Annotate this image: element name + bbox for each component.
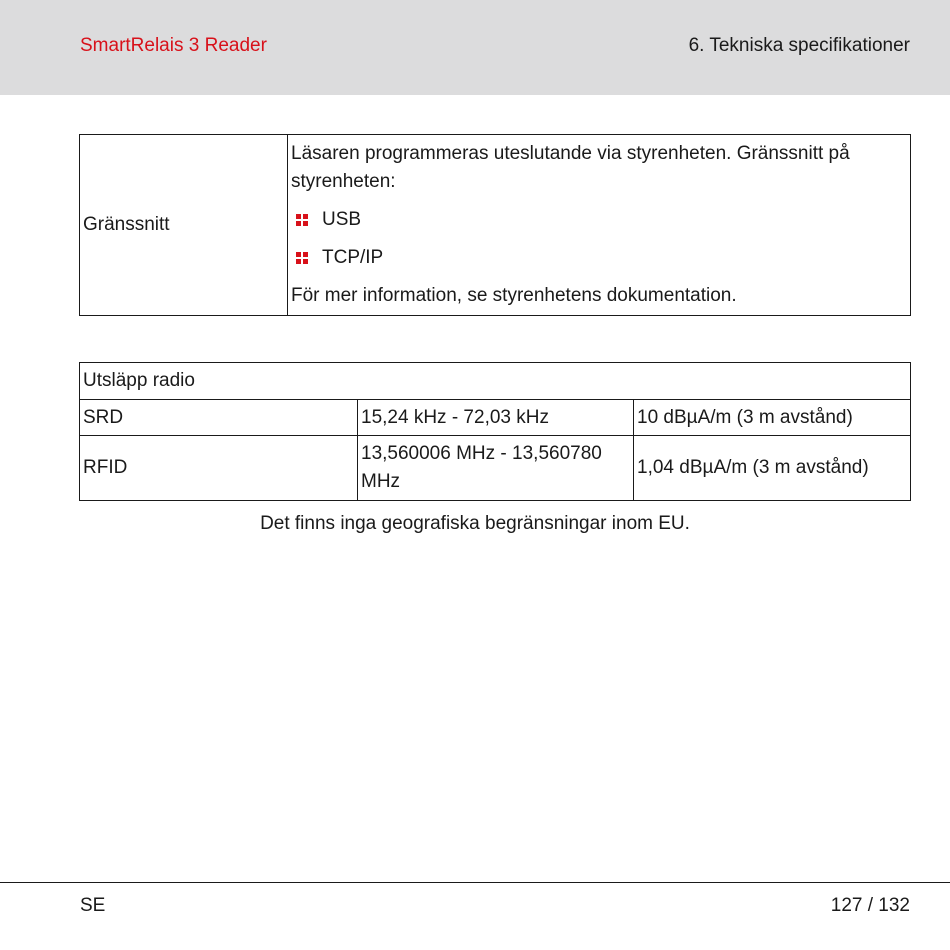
footer-language: SE [80,895,106,916]
table-cell: 13,560006 MHz - 13,560780 MHz [358,436,634,501]
table-row [80,436,911,501]
table-cell: 1,04 dBµA/m (3 m avstånd) [634,436,911,501]
bullet-label: TCP/IP [322,247,384,268]
radio-table-title: Utsläpp radio [80,363,911,400]
list-item [291,206,910,234]
table-cell: RFID [80,436,358,501]
red-square-bullet-icon [296,252,308,264]
red-square-bullet-icon [296,214,308,226]
product-title: SmartRelais 3 Reader [80,35,267,56]
interface-intro: Läsaren programmeras uteslutande via styrenheten. Gränssnitt på styrenheten: [291,143,850,192]
interface-label: Gränssnitt [80,135,288,316]
table-cell: SRD [80,400,358,436]
table-cell: 10 dBµA/m (3 m avstånd) [634,400,911,436]
radio-emission-table [79,362,911,501]
table-header-row [80,363,911,400]
page-number: 127 / 132 [830,895,910,916]
list-item [291,244,910,272]
eu-note: Det finns inga geografiska begränsningar inom EU. [260,513,690,534]
page-header [0,0,950,95]
table-cell: 15,24 kHz - 72,03 kHz [358,400,634,436]
interface-outro: För mer information, se styrenhetens dokumentation. [291,285,737,306]
table-row [80,135,911,316]
table-row [80,400,911,436]
bullet-label: USB [322,209,362,230]
interface-description [288,135,911,316]
chapter-title: 6. Tekniska specifikationer [688,35,910,56]
interface-table [79,134,911,316]
footer-divider [0,882,950,883]
